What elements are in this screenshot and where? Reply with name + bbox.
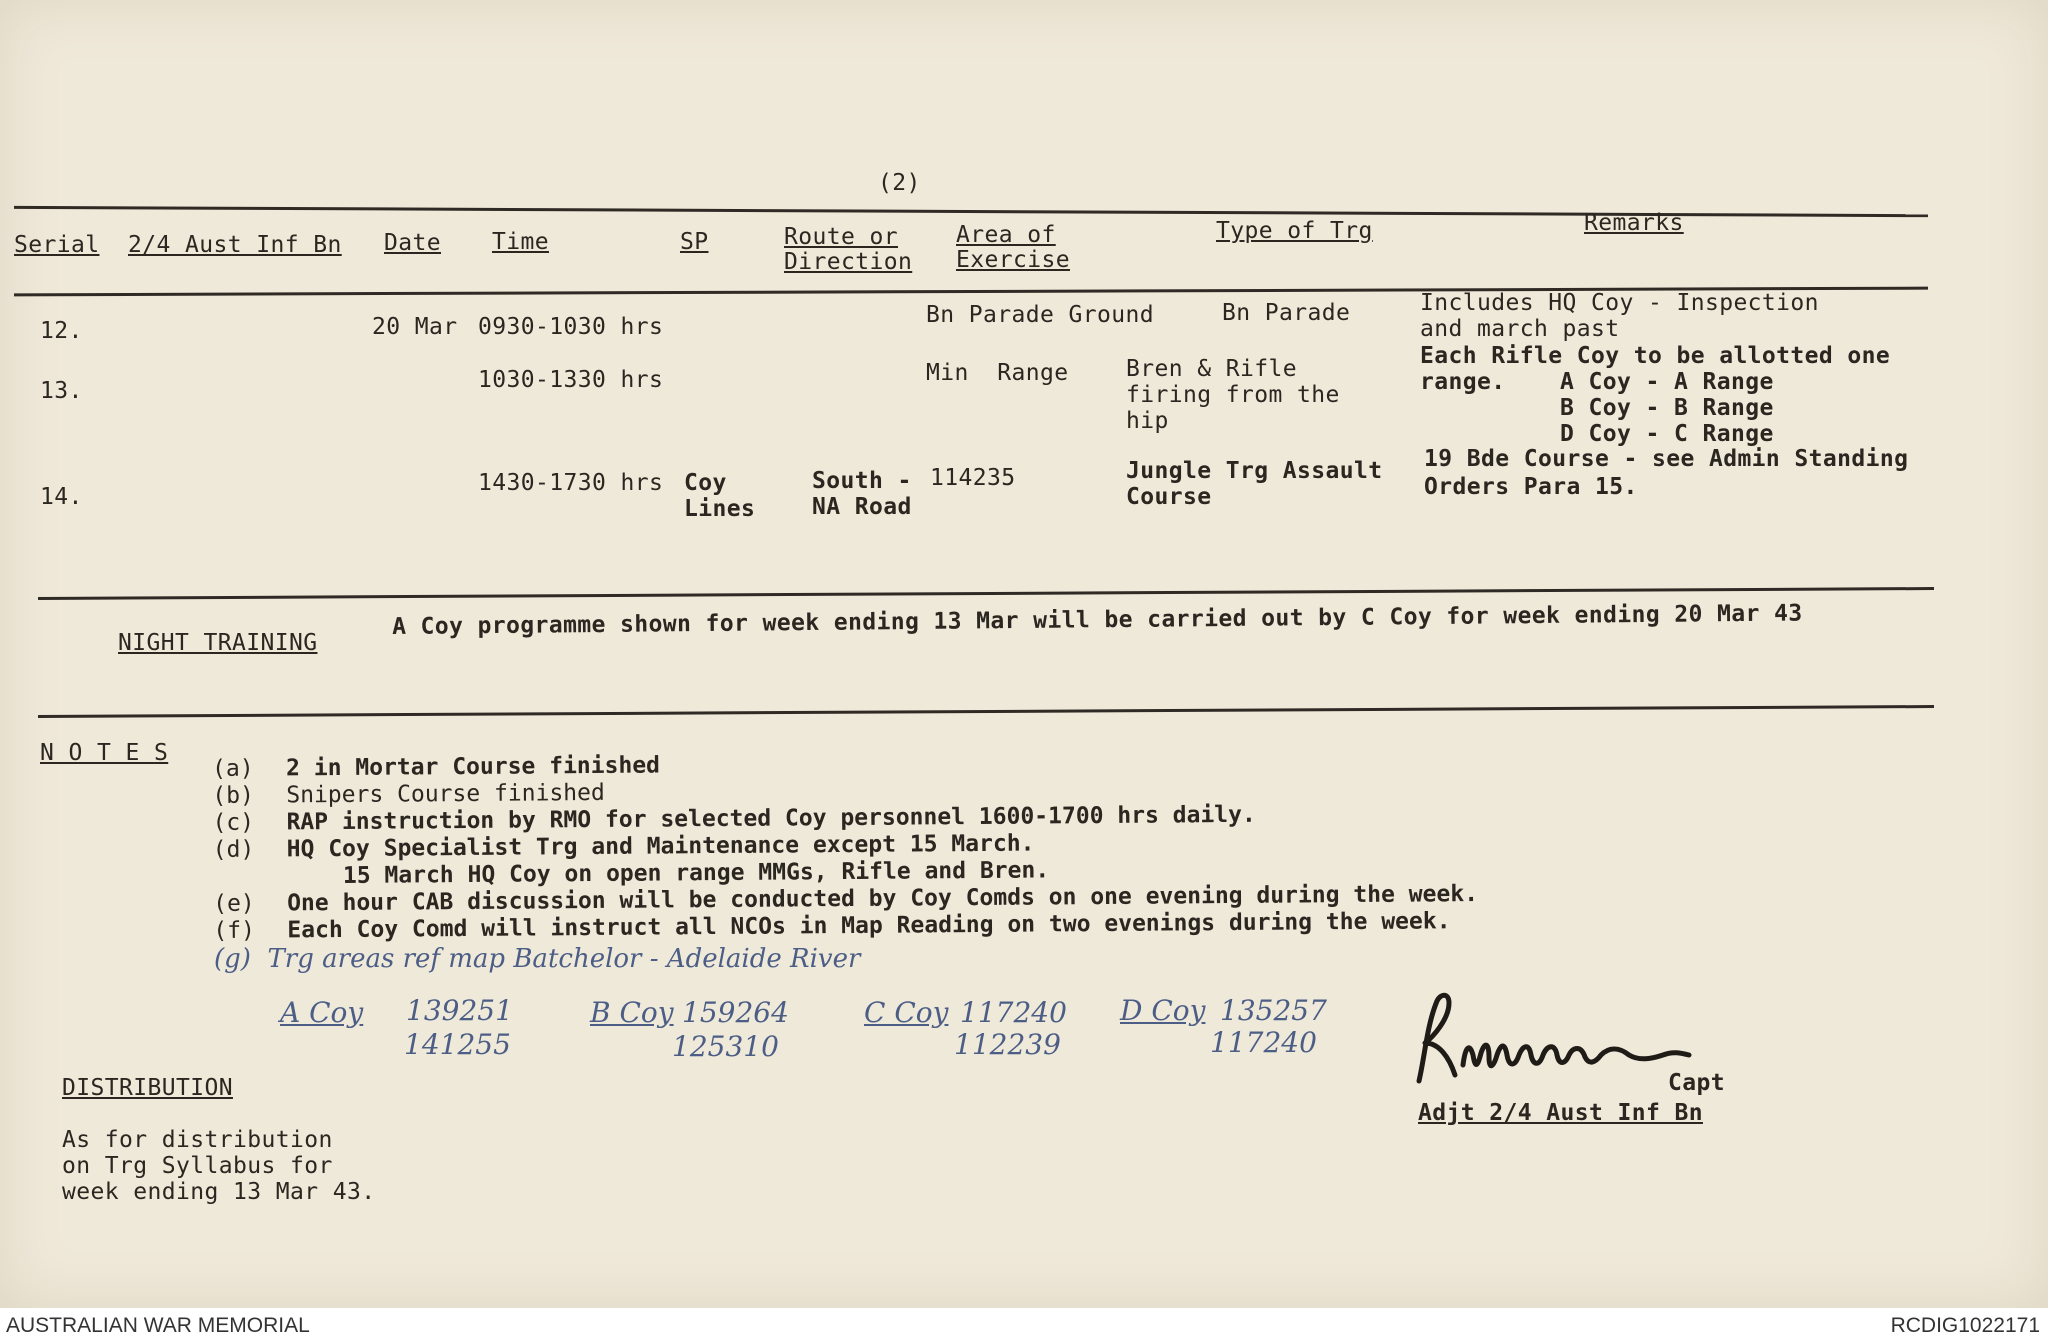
night-training-text: A Coy programme shown for week ending 13 Mar will be carried out by C Coy for week ending 20 Mar 43 (392, 600, 1803, 640)
handwritten-ref-d1: 135257 (1220, 994, 1327, 1027)
note-text: 15 March HQ Coy on open range MMGs, Rifle and Bren. (342, 857, 1050, 889)
row-remarks-line1: Each Rifle Coy to be allotted one (1420, 343, 1891, 369)
row-remarks-line1: Includes HQ Coy - Inspection (1420, 290, 1819, 316)
handwritten-ref-c1: 117240 (960, 996, 1067, 1029)
note-text: Snipers Course finished (286, 779, 605, 809)
note-id: (c) (212, 809, 255, 836)
row-type-line3: hip (1126, 408, 1169, 434)
page-number: (2) (878, 170, 921, 196)
row-type: Bn Parade (1222, 300, 1351, 326)
header-time: Time (492, 229, 549, 255)
row-time: 1430-1730 hrs (478, 470, 664, 496)
note-text: 2 in Mortar Course finished (285, 752, 661, 782)
header-route-line2: Direction (784, 249, 913, 275)
note-id: (f) (213, 917, 256, 944)
distribution-line1: As for distribution (62, 1127, 333, 1153)
note-id (213, 863, 287, 891)
handwritten-coy-c: C Coy (864, 996, 949, 1029)
header-serial: Serial (14, 232, 100, 258)
handwritten-coy-d: D Coy (1120, 994, 1206, 1027)
row-area: 114235 (930, 465, 1016, 491)
handwritten-ref-d2: 117240 (1210, 1026, 1317, 1059)
note-id: (e) (213, 890, 255, 917)
header-sp: SP (680, 229, 709, 255)
row-route-line2: NA Road (812, 494, 912, 520)
range-allocation-a: A Coy - A Range (1560, 369, 1774, 395)
handwritten-note-g: (g) Trg areas ref map Batchelor - Adelaide River (214, 944, 861, 974)
footer-record-id: RCDIG1022171 (1890, 1314, 2040, 1337)
handwritten-coy-b: B Coy (590, 996, 674, 1029)
row-route-line1: South - (812, 468, 912, 494)
handwritten-ref-a1: 139251 (406, 994, 513, 1027)
row-sp-line2: Lines (684, 496, 756, 522)
handwritten-ref-b2: 125310 (672, 1030, 779, 1063)
note-id: (b) (212, 782, 254, 809)
row-time: 0930-1030 hrs (478, 314, 664, 340)
note-id: (a) (212, 755, 254, 782)
night-training-label: NIGHT TRAINING (118, 630, 318, 656)
header-area-line2: Exercise (956, 247, 1070, 273)
note-text: One hour CAB discussion will be conducted by Coy Comds on one evening during the week. (287, 881, 1479, 917)
row-date: 20 Mar (372, 314, 458, 340)
signature-rank: Capt (1668, 1070, 1725, 1096)
row-sp-line1: Coy (684, 470, 727, 496)
note-id: (d) (212, 836, 255, 863)
handwritten-coy-a: A Coy (280, 996, 364, 1029)
row-type-line2: firing from the (1126, 382, 1340, 408)
row-serial: 13. (40, 378, 83, 404)
row-time: 1030-1330 hrs (478, 367, 664, 393)
footer-source: AUSTRALIAN WAR MEMORIAL (6, 1314, 310, 1337)
handwritten-signature (1405, 985, 1795, 1095)
note-text: Each Coy Comd will instruct all NCOs in Map Reading on two evenings during the week. (287, 908, 1451, 944)
handwritten-ref-a2: 141255 (404, 1028, 511, 1061)
row-type-line1: Jungle Trg Assault (1126, 458, 1383, 484)
header-remarks: Remarks (1584, 210, 1684, 236)
row-remarks-line2: Orders Para 15. (1424, 474, 1638, 500)
range-allocation-d: D Coy - C Range (1560, 421, 1774, 447)
distribution-line3: week ending 13 Mar 43. (62, 1179, 376, 1205)
row-serial: 14. (40, 484, 83, 510)
signature-appointment: Adjt 2/4 Aust Inf Bn (1418, 1100, 1703, 1126)
note-text: RAP instruction by RMO for selected Coy personnel 1600-1700 hrs daily. (286, 801, 1256, 836)
header-type: Type of Trg (1216, 218, 1373, 244)
range-allocation-b: B Coy - B Range (1560, 395, 1774, 421)
distribution-heading: DISTRIBUTION (62, 1075, 233, 1101)
row-type-line2: Course (1126, 484, 1212, 510)
row-remarks-line1: 19 Bde Course - see Admin Standing (1424, 446, 1909, 472)
header-area-line1: Area of (956, 222, 1056, 248)
notes-list (212, 746, 1478, 945)
handwritten-ref-c2: 112239 (954, 1028, 1061, 1061)
row-area: Bn Parade Ground (926, 302, 1154, 328)
row-remarks-line2: range. (1420, 369, 1506, 395)
row-remarks-line2: and march past (1420, 316, 1620, 342)
notes-heading: N O T E S (40, 740, 169, 766)
row-type-line1: Bren & Rifle (1126, 356, 1297, 382)
handwritten-ref-b1: 159264 (682, 996, 789, 1029)
distribution-line2: on Trg Syllabus for (62, 1153, 333, 1179)
row-area: Min Range (926, 360, 1069, 386)
row-serial: 12. (40, 318, 83, 344)
header-unit: 2/4 Aust Inf Bn (128, 232, 342, 258)
note-text: HQ Coy Specialist Trg and Maintenance except 15 March. (286, 830, 1035, 863)
header-route-line1: Route or (784, 224, 898, 250)
header-date: Date (384, 230, 441, 256)
